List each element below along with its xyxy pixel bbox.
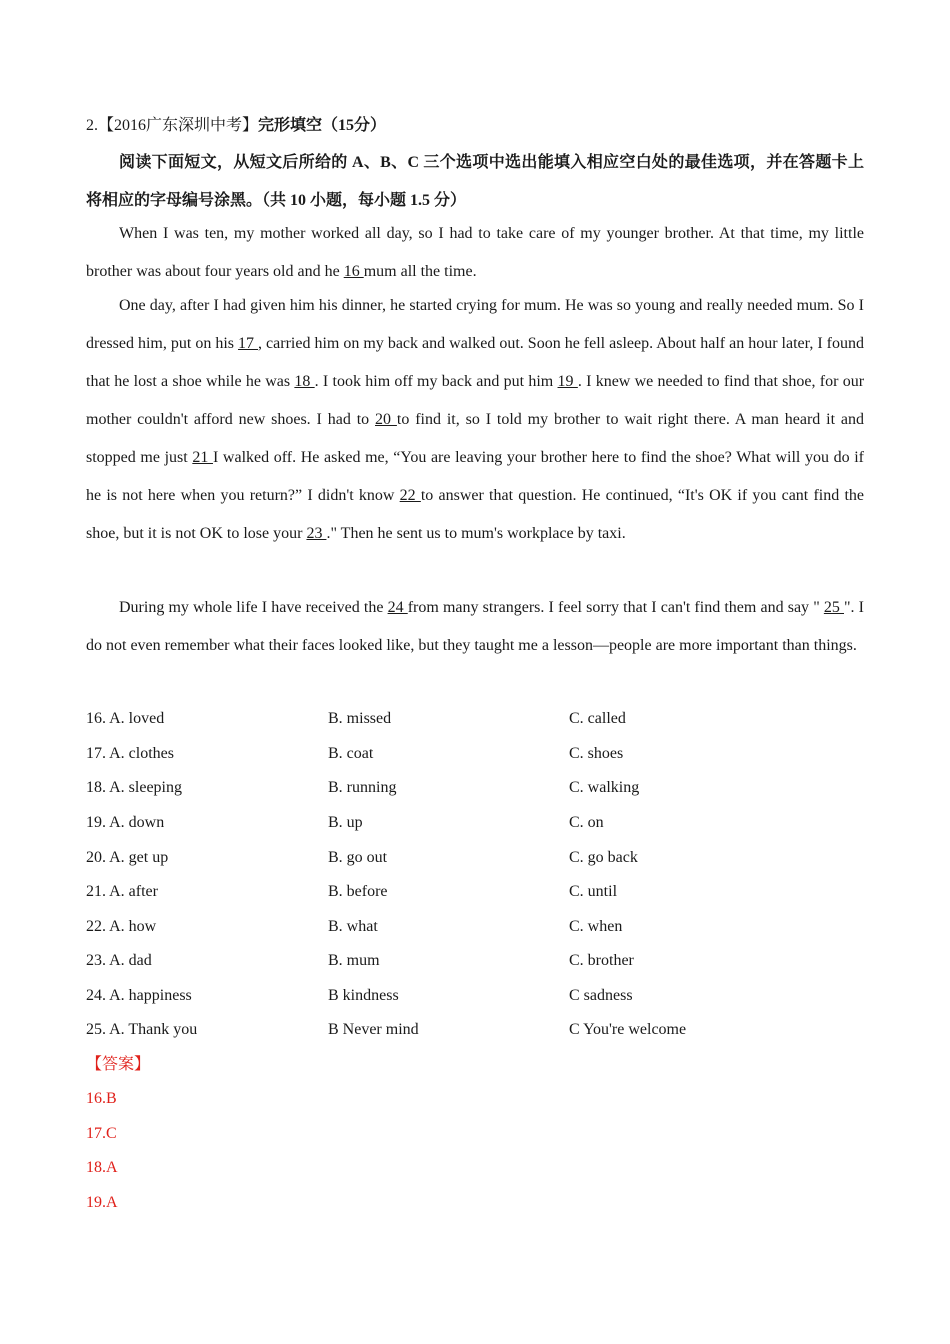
blank-20: 20	[375, 411, 397, 428]
option-b: B kindness	[328, 987, 399, 1004]
question-heading: 完形填空（15分）	[258, 117, 387, 134]
option-row	[86, 848, 864, 868]
blank-21: 21	[192, 449, 213, 466]
option-row	[86, 986, 864, 1006]
option-row	[86, 813, 864, 833]
option-c: C. walking	[569, 779, 640, 796]
option-c: C. shoes	[569, 745, 624, 762]
option-b: B Never mind	[328, 1021, 419, 1038]
blank-24: 24	[387, 599, 408, 616]
instructions: 阅读下面短文，从短文后所给的 A、B、C 三个选项中选出能填入相应空白处的最佳选项，并在答题卡上将相应的字母编号涂黑。（共 10 小题，每小题 1.5 分）	[86, 154, 864, 209]
option-b: B. coat	[328, 745, 374, 762]
option-a: 20. A. get up	[86, 849, 169, 866]
option-row	[86, 778, 864, 798]
answer-item: 19.A	[86, 1194, 118, 1211]
option-a: 17. A. clothes	[86, 745, 174, 762]
option-c: C. go back	[569, 849, 638, 866]
option-a: 25. A. Thank you	[86, 1021, 198, 1038]
blank-16: 16	[343, 263, 364, 280]
option-a: 16. A. loved	[86, 710, 165, 727]
question-source: 【2016广东深圳中考】	[98, 117, 259, 134]
option-b: B. what	[328, 918, 378, 935]
option-row	[86, 917, 864, 937]
option-row	[86, 882, 864, 902]
blank-22: 22	[399, 487, 421, 504]
option-c: C You're welcome	[569, 1021, 687, 1038]
option-b: B. missed	[328, 710, 392, 727]
option-row	[86, 951, 864, 971]
option-b: B. up	[328, 814, 363, 831]
blank-25: 25	[823, 599, 844, 616]
option-row	[86, 709, 864, 729]
passage-paragraph-3: During my whole life I have received the 24 from many strangers. I feel sorry that I can't find them and say " 25 ". I do not even remember what their faces looked like, but they taught me a lesson—people are more important than things.	[86, 599, 864, 654]
answer-item: 17.C	[86, 1125, 117, 1142]
option-c: C. until	[569, 883, 618, 900]
passage-paragraph-2: One day, after I had given him his dinner, he started crying for mum. He was so young and really needed mum. So I dressed him, put on his 17 , carried him on my back and walked out. Soon he fell asleep. About half an hour later, I found that he lost a shoe while he was 18 . I took him off my back and put him 19 . I knew we needed to find that shoe, for our mother couldn't afford new shoes. I had to 20 to find it, so I told my brother to wait right there. A man heard it and stopped me just 21 I walked off. He asked me, “You are leaving your brother here to find the shoe? What will you do if he is not here when you return?” I didn't know 22 to answer that question. He continued, “It's OK if you cant find the shoe, but it is not OK to lose your 23 ." Then he sent us to mum's workplace by taxi.	[86, 297, 865, 542]
passage-paragraph-1: When I was ten, my mother worked all day, so I had to take care of my younger brother. At that time, my little brother was about four years old and he 16 mum all the time.	[86, 225, 864, 280]
option-a: 24. A. happiness	[86, 987, 192, 1004]
answer-heading: 【答案】	[86, 1056, 151, 1073]
option-a: 23. A. dad	[86, 952, 152, 969]
option-a: 22. A. how	[86, 918, 157, 935]
option-c: C. called	[569, 710, 626, 727]
option-c: C. on	[569, 814, 604, 831]
option-row	[86, 744, 864, 764]
blank-23: 23	[306, 525, 327, 542]
option-c: C sadness	[569, 987, 633, 1004]
blank-17: 17	[238, 335, 259, 352]
option-b: B. running	[328, 779, 397, 796]
option-a: 21. A. after	[86, 883, 158, 900]
option-b: B. go out	[328, 849, 388, 866]
option-a: 19. A. down	[86, 814, 165, 831]
answer-item: 16.B	[86, 1090, 117, 1107]
option-a: 18. A. sleeping	[86, 779, 182, 796]
option-c: C. brother	[569, 952, 634, 969]
blank-18: 18	[294, 373, 315, 390]
question-number: 2.	[86, 117, 98, 134]
question-title	[86, 116, 386, 136]
option-row	[86, 1020, 864, 1040]
option-c: C. when	[569, 918, 623, 935]
option-b: B. before	[328, 883, 388, 900]
answer-item: 18.A	[86, 1159, 118, 1176]
option-b: B. mum	[328, 952, 380, 969]
blank-19: 19	[557, 373, 578, 390]
